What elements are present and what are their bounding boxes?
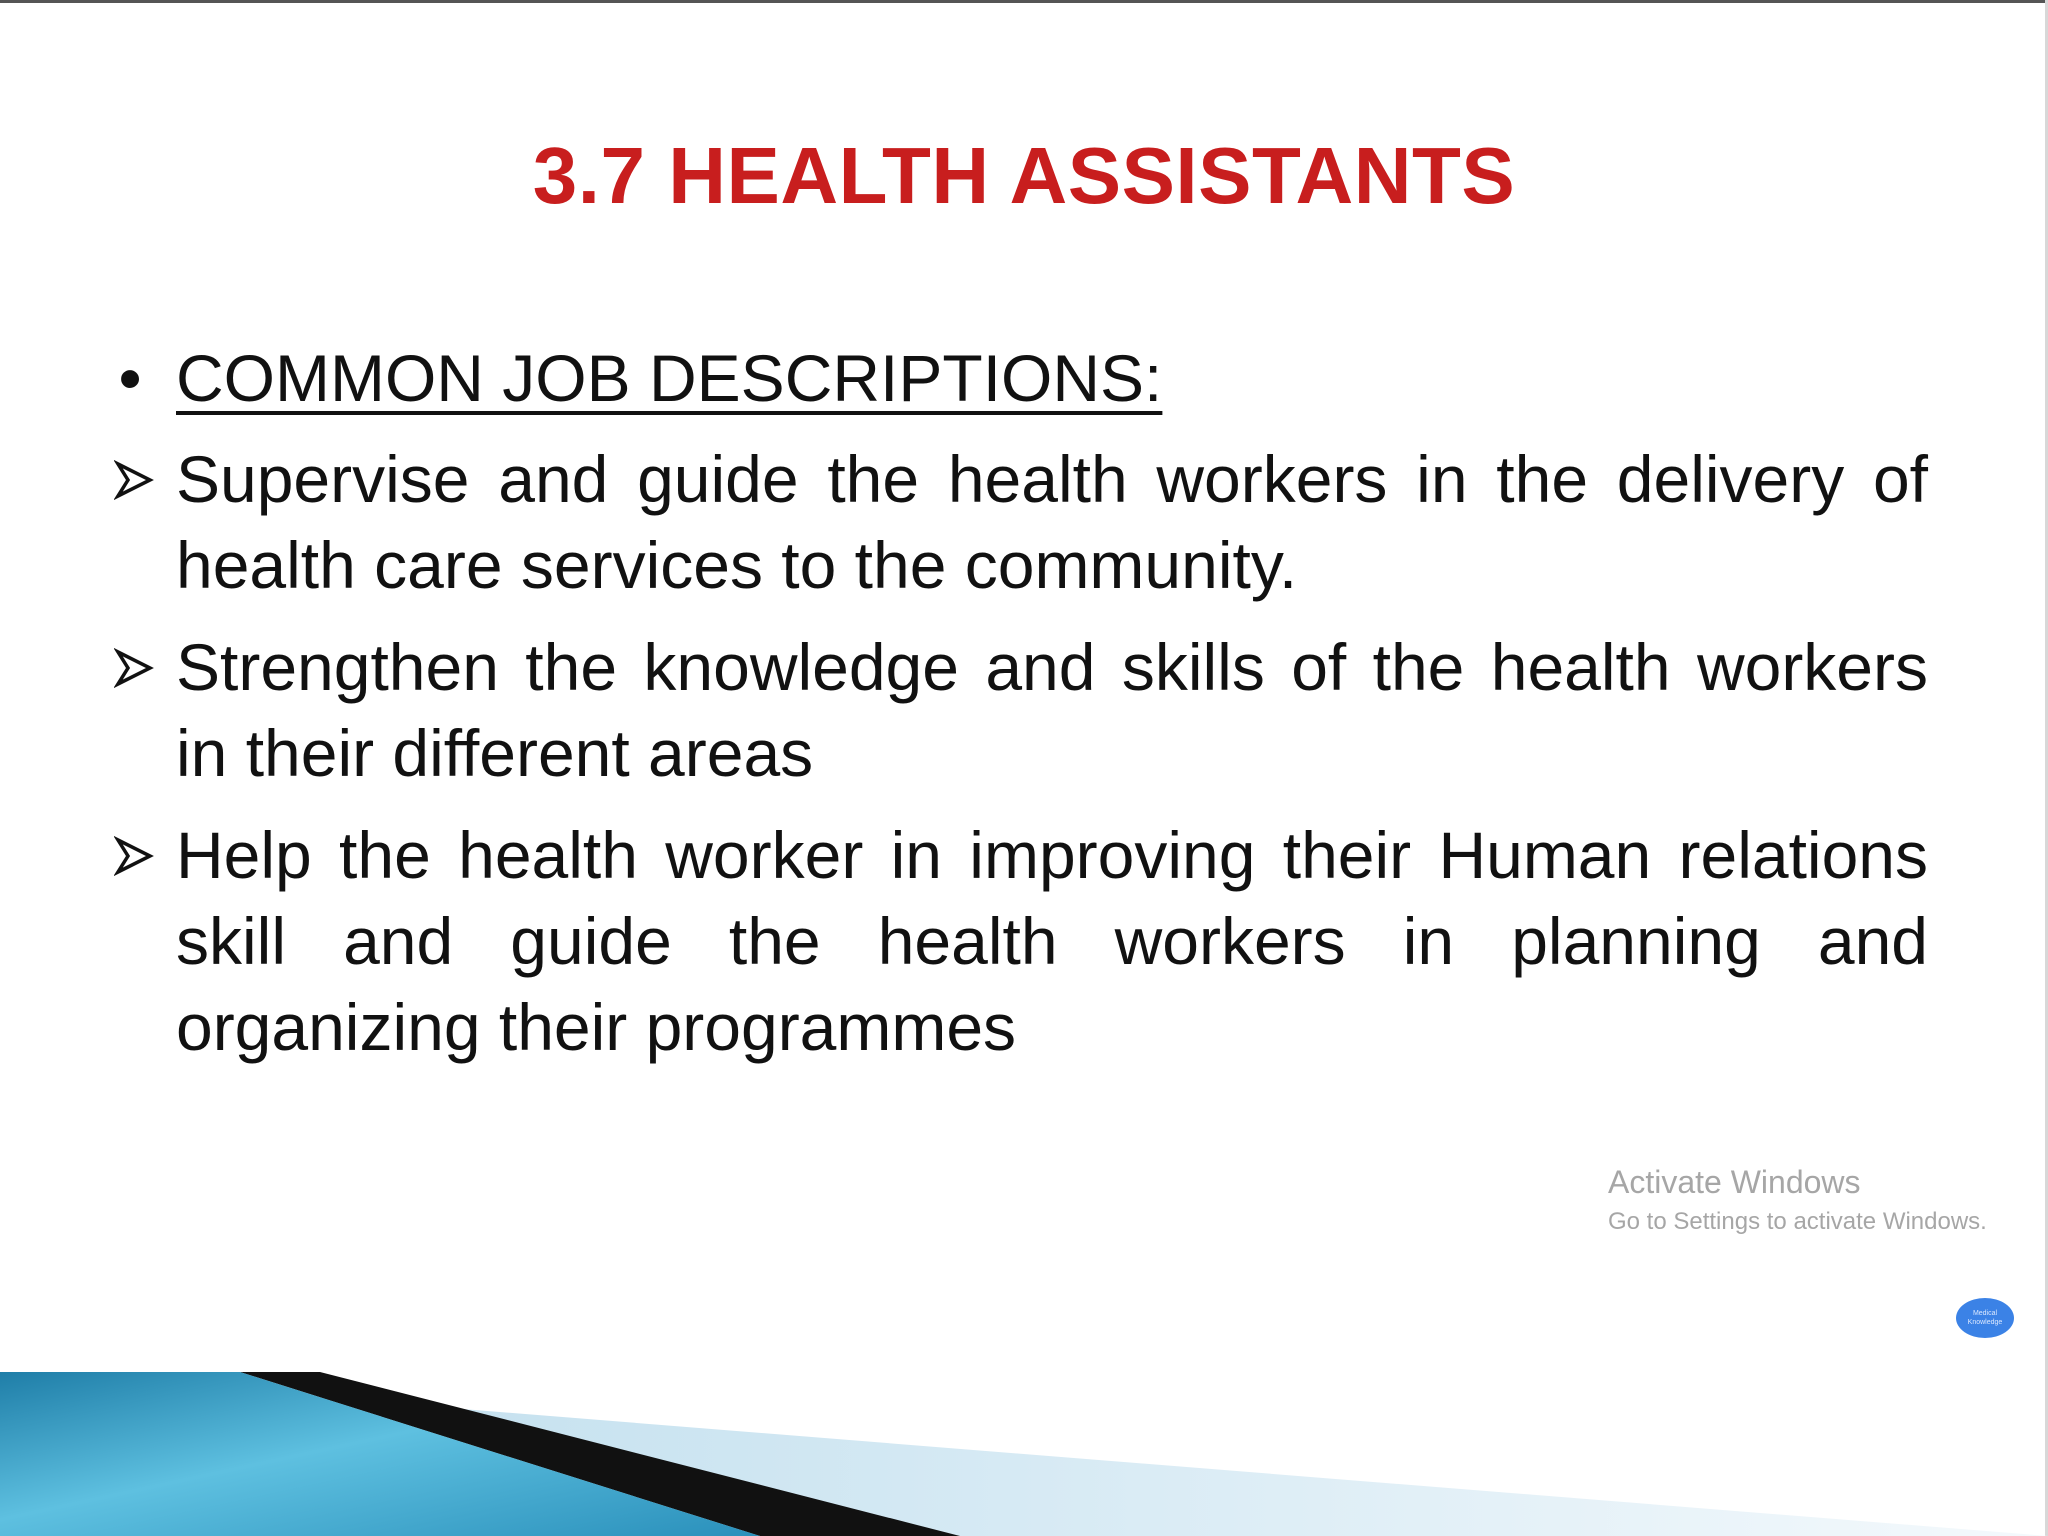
activate-windows-watermark (1608, 1160, 2028, 1240)
slide-title: 3.7 HEALTH ASSISTANTS (532, 131, 1516, 220)
watermark-title: Activate Windows (1608, 1164, 1861, 1200)
slide-content (110, 330, 1928, 1070)
arrow-bullet-icon (114, 648, 154, 688)
top-border (0, 0, 2048, 3)
list-item-text: Supervise and guide the health workers in the delivery of health care services to the community. (176, 442, 1928, 602)
list-item (110, 436, 1928, 608)
channel-logo-badge (1956, 1298, 2014, 1338)
bullet-dot-icon: • (118, 341, 142, 415)
section-heading-row (110, 330, 1928, 426)
list-item (110, 812, 1928, 1070)
badge-line-2: Knowledge (1967, 1319, 2003, 1326)
footer-decoration (0, 1372, 2048, 1536)
list-item-text: Help the health worker in improving their Human relations skill and guide the health workers in planning and organizing their programmes (176, 818, 1928, 1064)
list-item (110, 624, 1928, 796)
arrow-bullet-icon (114, 460, 154, 500)
badge-line-1: Medical (1972, 1310, 1998, 1317)
arrow-bullet-icon (114, 836, 154, 876)
section-heading: COMMON JOB DESCRIPTIONS: (176, 341, 1163, 415)
list-item-text: Strengthen the knowledge and skills of the health workers in their different areas (176, 630, 1928, 790)
watermark-subtitle: Go to Settings to activate Windows. (1608, 1208, 1987, 1235)
